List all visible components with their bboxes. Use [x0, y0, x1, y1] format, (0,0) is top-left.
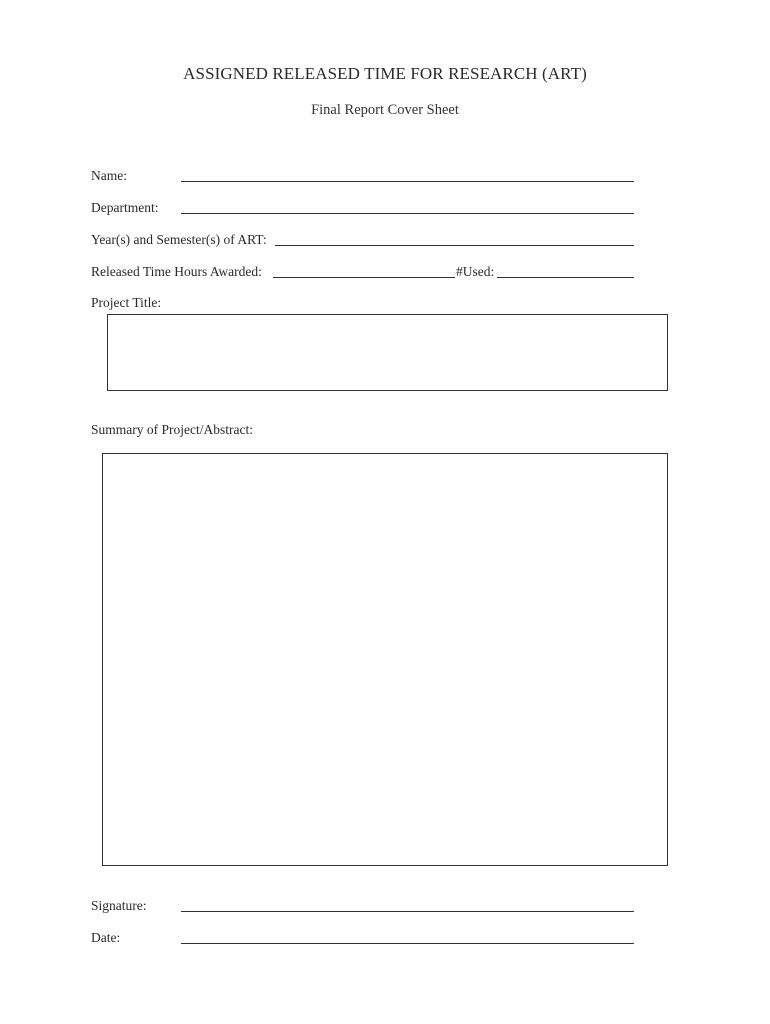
hours-used-label: #Used:	[456, 264, 495, 279]
department-field[interactable]	[181, 213, 634, 214]
name-label: Name:	[91, 168, 127, 183]
date-label: Date:	[91, 930, 121, 945]
name-field[interactable]	[181, 181, 634, 182]
years-semesters-field[interactable]	[275, 245, 634, 246]
project-title-box[interactable]	[107, 314, 668, 391]
summary-label: Summary of Project/Abstract:	[91, 422, 253, 437]
form-title: ASSIGNED RELEASED TIME FOR RESEARCH (ART)	[183, 64, 587, 83]
summary-box[interactable]	[102, 453, 668, 866]
department-label: Department:	[91, 200, 159, 215]
signature-label: Signature:	[91, 898, 147, 913]
hours-used-field[interactable]	[497, 277, 634, 278]
years-semesters-label: Year(s) and Semester(s) of ART:	[91, 232, 267, 247]
hours-awarded-field[interactable]	[273, 277, 455, 278]
form-subtitle: Final Report Cover Sheet	[311, 102, 459, 118]
project-title-label: Project Title:	[91, 295, 162, 310]
date-field[interactable]	[181, 943, 634, 944]
hours-awarded-label: Released Time Hours Awarded:	[91, 264, 262, 279]
signature-field[interactable]	[181, 911, 634, 912]
